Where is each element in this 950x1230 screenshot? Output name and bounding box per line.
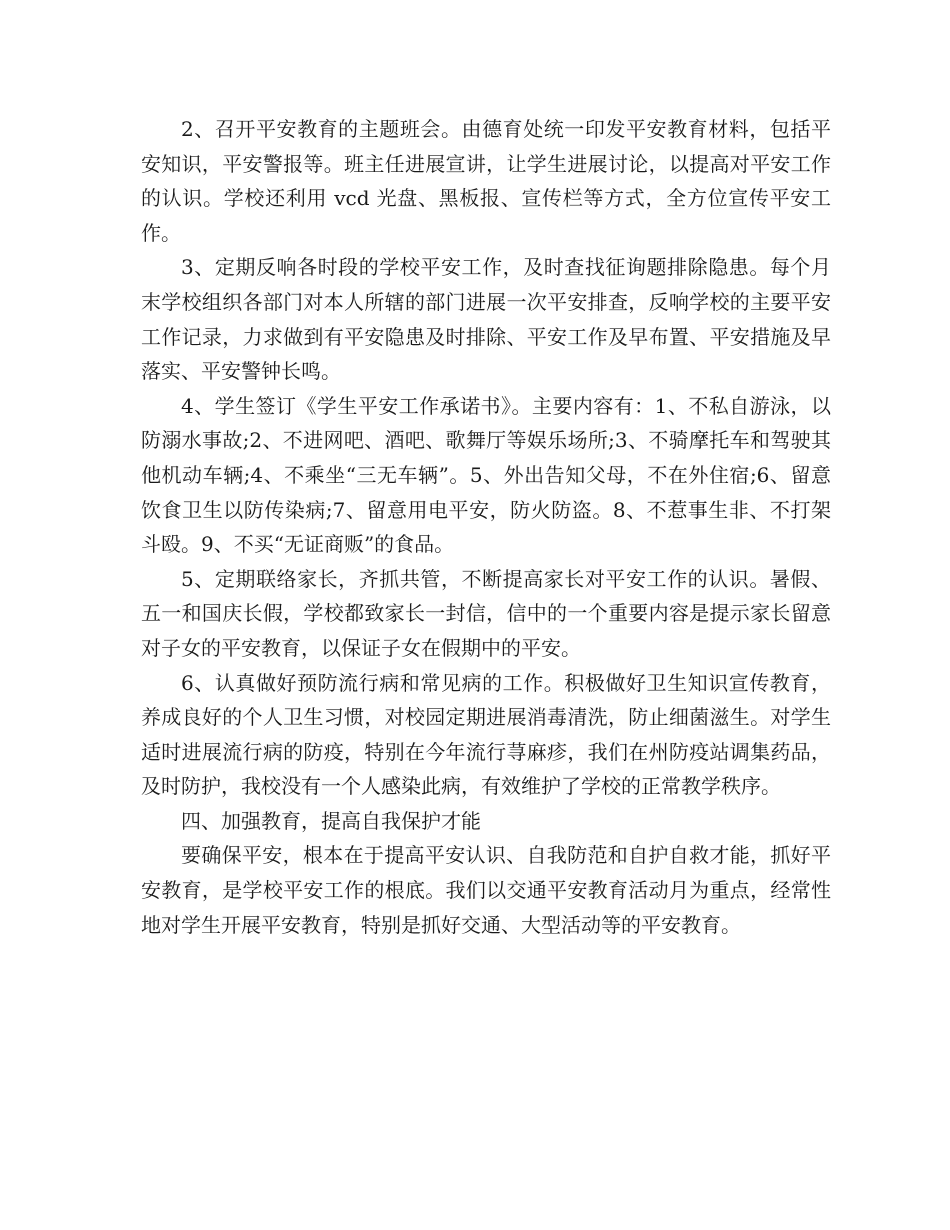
- paragraph-item-6-disease-prevention: 6、认真做好预防流行病和常见病的工作。积极做好卫生知识宣传教育，养成良好的个人卫生习惯，对校园定期进展消毒清洗，防止细菌滋生。对学生适时进展流行病的防疫，特别在今年流行荨麻疹，我们在州防疫站调集药品，及时防护，我校没有一个人感染此病，有效维护了学校的正常教学秩序。: [141, 670, 831, 799]
- paragraph-item-2-safety-class-meeting: 2、召开平安教育的主题班会。由德育处统一印发平安教育材料，包括平安知识，平安警报等。班主任进展宣讲，让学生进展讨论，以提高对平安工作的认识。学校还利用 vcd 光盘、黑板报、宣传栏等方式，全方位宣传平安工作。: [141, 117, 831, 245]
- paragraph-safety-education: 要确保平安，根本在于提高平安认识、自我防范和自护自救才能，抓好平安教育，是学校平安工作的根底。我们以交通平安教育活动月为重点，经常性地对学生开展平安教育，特别是抓好交通、大型活动等的平安教育。: [141, 843, 831, 937]
- section-heading-4: 四、加强教育，提高自我保护才能: [181, 808, 481, 833]
- document-page: [141, 112, 831, 942]
- paragraph-item-5-parent-contact: 5、定期联络家长，齐抓共管，不断提高家长对平安工作的认识。暑假、五一和国庆长假，学校都致家长一封信，信中的一个重要内容是提示家长留意对子女的平安教育，以保证子女在假期中的平安。: [141, 566, 831, 660]
- paragraph-item-3-safety-inspection: 3、定期反响各时段的学校平安工作，及时查找征询题排除隐患。每个月末学校组织各部门对本人所辖的部门进展一次平安排查，反响学校的主要平安工作记录，力求做到有平安隐患及时排除、平安工作及早布置、平安措施及早落实、平安警钟长鸣。: [141, 255, 831, 384]
- paragraph-item-4-student-pledge: 4、学生签订《学生平安工作承诺书》。主要内容有：1、不私自游泳，以防溺水事故;2、不进网吧、酒吧、歌舞厅等娱乐场所;3、不骑摩托车和驾驶其他机动车辆;4、不乘坐“三无车辆”。5、外出告知父母，不在外住宿;6、留意饮食卫生以防传染病;7、留意用电平安，防火防盗。8、不惹事生非、不打架斗殴。9、不买“无证商贩”的食品。: [141, 393, 831, 557]
